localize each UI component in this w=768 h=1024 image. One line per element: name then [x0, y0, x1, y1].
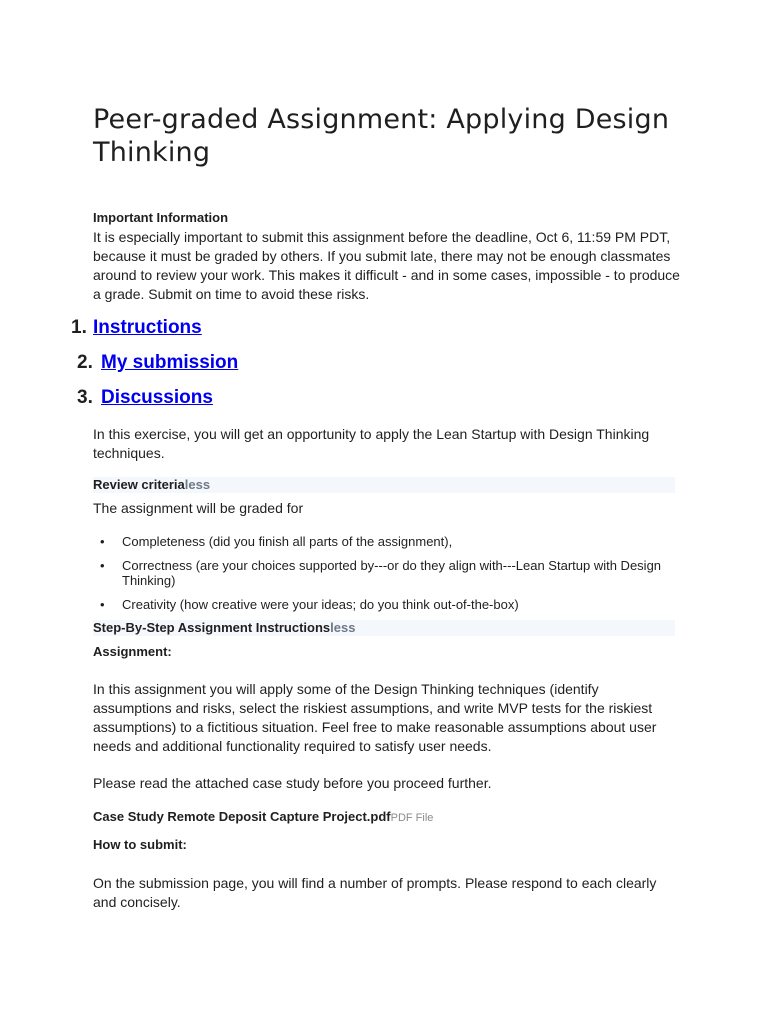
- bullet-icon: •: [100, 558, 105, 573]
- nav-number: 2.: [77, 352, 93, 373]
- assignment-heading: Assignment:: [93, 644, 172, 659]
- criteria-text: Creativity (how creative were your ideas; do you think out-of-the-box): [122, 597, 519, 612]
- intro-text: In this exercise, you will get an opportunity to apply the Lean Startup with Design Thinking techniques.: [93, 426, 650, 461]
- case-study-attachment: [93, 809, 433, 824]
- bullet-icon: •: [100, 597, 105, 612]
- read-case-text: Please read the attached case study before you proceed further.: [93, 775, 492, 791]
- step-instructions-toggle[interactable]: less: [330, 620, 356, 635]
- nav-number: 1.: [71, 317, 87, 338]
- tab-my-submission[interactable]: My submission: [101, 352, 239, 373]
- bullet-icon: •: [100, 534, 105, 549]
- tab-discussions[interactable]: Discussions: [101, 387, 213, 408]
- review-criteria-toggle[interactable]: less: [184, 477, 211, 492]
- review-criteria-header: [93, 477, 210, 493]
- tab-instructions[interactable]: Instructions: [93, 317, 202, 338]
- step-instructions-label: Step-By-Step Assignment Instructions: [93, 620, 331, 635]
- how-to-submit-heading: How to submit:: [93, 837, 187, 852]
- criteria-text: Completeness (did you finish all parts of the assignment),: [122, 534, 453, 549]
- criteria-text: Correctness (are your choices supported by---or do they align with---Lean Startup with Design Thinking): [122, 558, 662, 588]
- step-instructions-header: [93, 620, 355, 636]
- nav-number: 3.: [77, 387, 93, 408]
- important-info-body: It is especially important to submit this assignment before the deadline, Oct 6, 11:59 PM PDT, because it must be graded by others. If you submit late, there may not be enough classmates around to review your work. This makes it difficult - and in some cases, impossible - to produce a grade. Submit on time to avoid these risks.: [93, 229, 680, 302]
- assignment-body: In this assignment you will apply some of the Design Thinking techniques (identify assumptions and risks, select the riskiest assumptions, and write MVP tests for the riskiest assumptions) to a fictitious situation. Feel free to make reasonable assumptions about user needs and additional functionality required to satisfy user needs.: [93, 681, 657, 754]
- important-info-heading: Important Information: [93, 210, 229, 225]
- file-type-label: PDF File: [390, 812, 434, 824]
- graded-for-text: The assignment will be graded for: [93, 500, 304, 516]
- case-study-file-link[interactable]: Case Study Remote Deposit Capture Project.pdf: [93, 809, 391, 824]
- how-to-submit-body: On the submission page, you will find a number of prompts. Please respond to each clearly and concisely.: [93, 875, 657, 910]
- review-criteria-label: Review criteria: [93, 477, 185, 492]
- page-title: Peer-graded Assignment: Applying Design Thinking: [93, 104, 670, 168]
